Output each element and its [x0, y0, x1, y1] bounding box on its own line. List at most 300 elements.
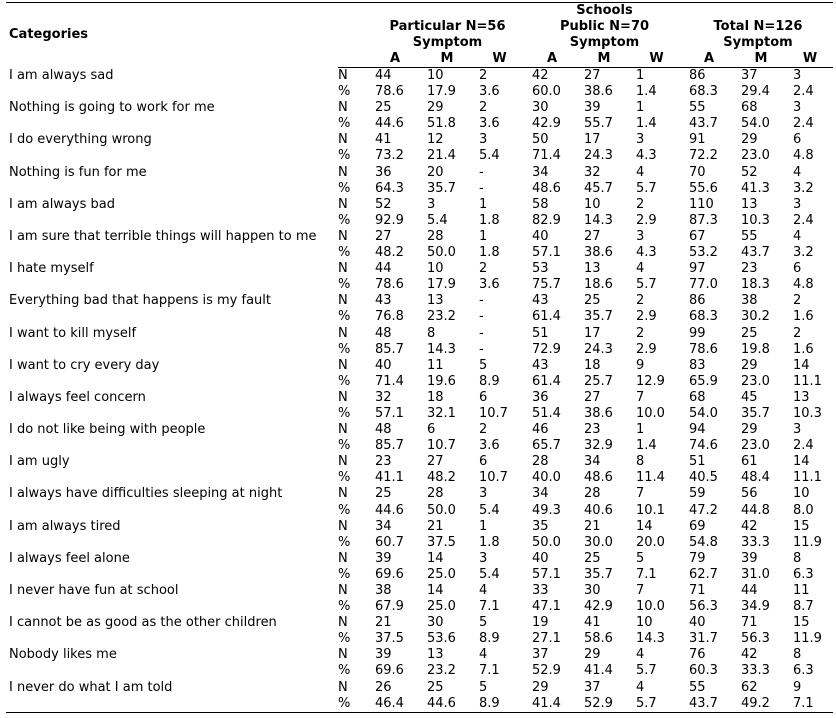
percent-cell: 2.9 — [636, 309, 657, 325]
count-cell: 1 — [636, 68, 645, 83]
unit-label: % — [338, 438, 351, 454]
count-cell: - — [479, 164, 484, 180]
count-cell: 30 — [584, 583, 601, 598]
count-cell: 45 — [741, 389, 758, 405]
count-cell: 38 — [375, 583, 392, 598]
percent-cell: 78.6 — [689, 341, 718, 357]
percent-cell: 44.8 — [741, 502, 770, 518]
category-label: I always feel concern — [9, 389, 146, 405]
percent-cell: 4.8 — [793, 148, 814, 164]
table-body — [6, 68, 833, 713]
count-cell: 17 — [584, 325, 601, 341]
col-header: A — [369, 51, 421, 68]
count-cell: 50 — [532, 132, 549, 148]
count-cell: 2 — [479, 68, 488, 83]
percent-cell: 51.4 — [532, 405, 561, 421]
table-row-count — [6, 68, 833, 85]
percent-cell: 8.7 — [793, 599, 814, 615]
table-row-percent — [6, 535, 833, 551]
count-cell: 8 — [793, 647, 802, 663]
count-cell: 51 — [532, 325, 549, 341]
percent-cell: 3.2 — [793, 180, 814, 196]
count-cell: 3 — [793, 422, 802, 438]
unit-label: N — [338, 486, 348, 502]
percent-cell: 8.9 — [479, 631, 500, 647]
percent-cell: 78.6 — [375, 277, 404, 293]
percent-cell: 7.1 — [479, 599, 500, 615]
percent-cell: 87.3 — [689, 212, 718, 228]
count-cell: 27 — [584, 228, 601, 244]
percent-cell: 24.3 — [584, 341, 613, 357]
percent-cell: 11.1 — [793, 470, 822, 486]
percent-cell: 43.7 — [741, 245, 770, 261]
percent-cell: 43.7 — [689, 116, 718, 132]
count-cell: 34 — [584, 454, 601, 470]
category-label: I am always bad — [9, 196, 115, 212]
table-row-percent — [6, 213, 833, 229]
col-header: M — [578, 51, 630, 68]
unit-label: % — [338, 116, 351, 132]
percent-cell: 23.2 — [427, 663, 456, 679]
percent-cell: - — [479, 309, 484, 325]
count-cell: 32 — [584, 164, 601, 180]
percent-cell: 5.7 — [636, 277, 657, 293]
percent-cell: 14.3 — [636, 631, 665, 647]
category-label: I always have difficulties sleeping at night — [9, 486, 283, 502]
percent-cell: 2.4 — [793, 438, 814, 454]
col-header: M — [735, 51, 787, 68]
count-cell: 39 — [584, 100, 601, 116]
count-cell: 29 — [741, 357, 758, 373]
table-row-percent — [6, 470, 833, 486]
percent-cell: 10.7 — [427, 438, 456, 454]
count-cell: 40 — [375, 357, 392, 373]
unit-label: N — [338, 196, 348, 212]
count-cell: 43 — [532, 357, 549, 373]
percent-cell: 41.4 — [584, 663, 613, 679]
unit-label: % — [338, 373, 351, 389]
count-cell: 13 — [793, 389, 810, 405]
percent-cell: - — [479, 341, 484, 357]
count-cell: 23 — [584, 422, 601, 438]
category-label: Nobody likes me — [9, 647, 117, 663]
percent-cell: 69.6 — [375, 566, 404, 582]
count-cell: 34 — [375, 518, 392, 534]
count-cell: 99 — [689, 325, 706, 341]
percent-cell: 1.6 — [793, 309, 814, 325]
percent-cell: 35.7 — [741, 405, 770, 421]
count-cell: 19 — [532, 615, 549, 631]
unit-label: N — [338, 164, 348, 180]
count-cell: 1 — [636, 422, 645, 438]
count-cell: 10 — [793, 486, 810, 502]
percent-cell: 31.0 — [741, 566, 770, 582]
count-cell: 3 — [793, 68, 802, 83]
count-cell: 4 — [793, 228, 802, 244]
count-cell: 48 — [375, 325, 392, 341]
count-cell: 5 — [479, 357, 488, 373]
percent-cell: 10.1 — [636, 502, 665, 518]
category-label: I am always tired — [9, 518, 121, 534]
count-cell: 28 — [584, 486, 601, 502]
table-row-count — [6, 229, 833, 245]
percent-cell: 50.0 — [427, 245, 456, 261]
percent-cell: 1.8 — [479, 534, 500, 550]
percent-cell: 31.7 — [689, 631, 718, 647]
unit-label: N — [338, 422, 348, 438]
unit-label: % — [338, 277, 351, 293]
count-cell: 46 — [532, 422, 549, 438]
count-cell: 25 — [741, 325, 758, 341]
count-cell: 32 — [375, 389, 392, 405]
category-label: I want to kill myself — [9, 325, 137, 341]
percent-cell: 35.7 — [427, 180, 456, 196]
percent-cell: 75.7 — [532, 277, 561, 293]
percent-cell: 10.0 — [636, 599, 665, 615]
count-cell: 68 — [689, 389, 706, 405]
table-row-count — [6, 390, 833, 406]
count-cell: 29 — [584, 647, 601, 663]
count-cell: 40 — [532, 550, 549, 566]
table-row-count — [6, 422, 833, 438]
count-cell: 3 — [479, 132, 488, 148]
percent-cell: 18.3 — [741, 277, 770, 293]
percent-cell: 30.2 — [741, 309, 770, 325]
unit-label: N — [338, 293, 348, 309]
count-cell: 3 — [479, 550, 488, 566]
percent-cell: 54.0 — [689, 405, 718, 421]
table-row-count — [6, 358, 833, 374]
unit-label: N — [338, 615, 348, 631]
percent-cell: 7.1 — [787, 696, 833, 713]
percent-cell: 23.0 — [741, 373, 770, 389]
unit-label: N — [338, 550, 348, 566]
table-row-percent — [6, 631, 833, 647]
percent-cell: 6.3 — [793, 566, 814, 582]
category-label: Everything bad that happens is my fault — [9, 293, 271, 309]
count-cell: 39 — [375, 647, 392, 663]
percent-cell: 38.6 — [584, 405, 613, 421]
percent-cell: 50.0 — [532, 534, 561, 550]
count-cell: 25 — [584, 550, 601, 566]
count-cell: 6 — [427, 422, 436, 438]
percent-cell: 35.7 — [584, 309, 613, 325]
category-label: I hate myself — [9, 261, 94, 277]
count-cell: 2 — [636, 325, 645, 341]
count-cell: 27 — [427, 454, 444, 470]
percent-cell: 61.4 — [532, 309, 561, 325]
table-row-count — [6, 647, 833, 663]
percent-cell: 52.9 — [532, 663, 561, 679]
count-cell: 76 — [689, 647, 706, 663]
count-cell: 61 — [741, 454, 758, 470]
count-cell: 53 — [532, 261, 549, 277]
percent-cell: 2.4 — [793, 116, 814, 132]
percent-cell: 29.4 — [741, 84, 770, 100]
percent-cell: 40.0 — [532, 470, 561, 486]
percent-cell: 7.1 — [636, 566, 657, 582]
percent-cell: 76.8 — [375, 309, 404, 325]
unit-label: N — [338, 647, 348, 663]
percent-cell: 23.0 — [741, 438, 770, 454]
count-cell: 39 — [741, 550, 758, 566]
count-cell: 21 — [427, 518, 444, 534]
table-row-count — [6, 519, 833, 535]
unit-label: % — [338, 84, 351, 100]
count-cell: 4 — [479, 583, 488, 598]
count-cell: 41 — [584, 615, 601, 631]
count-cell: 36 — [375, 164, 392, 180]
unit-label: % — [338, 696, 369, 713]
percent-cell: 10.3 — [741, 212, 770, 228]
percent-cell: 32.1 — [427, 405, 456, 421]
percent-cell: 3.6 — [479, 277, 500, 293]
count-cell: 9 — [636, 357, 645, 373]
table-row-percent — [6, 181, 833, 197]
percent-cell: 44.6 — [375, 502, 404, 518]
percent-cell: 5.4 — [479, 148, 500, 164]
count-cell: 27 — [375, 228, 392, 244]
unit-label: N — [338, 228, 348, 244]
percent-cell: 18.6 — [584, 277, 613, 293]
table-row-percent — [6, 374, 833, 390]
count-cell: 2 — [479, 261, 488, 277]
unit-label: N — [338, 261, 348, 277]
percent-cell: 35.7 — [584, 566, 613, 582]
count-cell: 2 — [636, 293, 645, 309]
count-cell: 20 — [427, 164, 444, 180]
count-cell: 4 — [636, 679, 645, 695]
percent-cell: 10.7 — [479, 470, 508, 486]
percent-cell: 54.8 — [689, 534, 718, 550]
percent-cell: 85.7 — [375, 341, 404, 357]
percent-cell: 14.3 — [584, 212, 613, 228]
count-cell: 37 — [532, 647, 549, 663]
percent-cell: 7.1 — [479, 663, 500, 679]
table-row-percent — [6, 438, 833, 454]
count-cell: 52 — [741, 164, 758, 180]
col-header: M — [421, 51, 473, 68]
count-cell: 55 — [741, 228, 758, 244]
percent-cell: 69.6 — [375, 663, 404, 679]
unit-label: N — [338, 357, 348, 373]
percent-cell: 25.0 — [427, 599, 456, 615]
table-row-percent — [6, 309, 833, 325]
count-cell: 110 — [689, 196, 714, 212]
count-cell: 4 — [479, 647, 488, 663]
percent-cell: 55.7 — [584, 116, 613, 132]
count-cell: 14 — [427, 550, 444, 566]
count-cell: 13 — [741, 196, 758, 212]
count-cell: 37 — [584, 679, 601, 695]
percent-cell: 42.9 — [584, 599, 613, 615]
count-cell: 30 — [532, 100, 549, 116]
percent-cell: 23.0 — [741, 148, 770, 164]
percent-cell: 4.8 — [793, 277, 814, 293]
unit-label: N — [338, 325, 348, 341]
percent-cell: 3.6 — [479, 84, 500, 100]
percent-cell: 72.9 — [532, 341, 561, 357]
table-row-count — [6, 680, 833, 696]
percent-cell: 1.6 — [793, 341, 814, 357]
table-row-count — [6, 486, 833, 502]
percent-cell: 6.3 — [793, 663, 814, 679]
count-cell: 91 — [689, 132, 706, 148]
percent-cell: 34.9 — [741, 599, 770, 615]
group-header — [369, 19, 526, 51]
percent-cell: 58.6 — [584, 631, 613, 647]
group-header — [526, 19, 683, 51]
count-cell: 2 — [479, 100, 488, 116]
percent-cell: 74.6 — [689, 438, 718, 454]
count-cell: 2 — [793, 325, 802, 341]
percent-cell: 11.4 — [636, 470, 665, 486]
count-cell: 10 — [427, 68, 444, 83]
percent-cell: 67.9 — [375, 599, 404, 615]
percent-cell: 50.0 — [427, 502, 456, 518]
category-label: I do not like being with people — [9, 422, 206, 438]
table-row-count — [6, 293, 833, 309]
count-cell: 11 — [793, 583, 810, 598]
count-cell: 8 — [427, 325, 436, 341]
count-cell: 13 — [427, 647, 444, 663]
percent-cell: 37.5 — [375, 631, 404, 647]
percent-cell: 11.9 — [793, 631, 822, 647]
count-cell: 35 — [532, 518, 549, 534]
count-cell: 33 — [532, 583, 549, 598]
count-cell: - — [479, 325, 484, 341]
percent-cell: 64.3 — [375, 180, 404, 196]
percent-cell: 53.2 — [689, 245, 718, 261]
percent-cell: 48.6 — [584, 470, 613, 486]
percent-cell: 49.3 — [532, 502, 561, 518]
percent-cell: 24.3 — [584, 148, 613, 164]
group-header — [683, 19, 833, 51]
percent-cell: 17.9 — [427, 84, 456, 100]
count-cell: 70 — [689, 164, 706, 180]
category-label: Nothing is fun for me — [9, 164, 147, 180]
count-cell: 36 — [532, 389, 549, 405]
percent-cell: 10.7 — [479, 405, 508, 421]
count-cell: 3 — [793, 196, 802, 212]
count-cell: 69 — [689, 518, 706, 534]
col-header: A — [526, 51, 578, 68]
percent-cell: 68.3 — [689, 84, 718, 100]
count-cell: 42 — [741, 518, 758, 534]
count-cell: 34 — [532, 486, 549, 502]
count-cell: 40 — [532, 228, 549, 244]
percent-cell: 57.1 — [532, 245, 561, 261]
count-cell: 68 — [741, 100, 758, 116]
category-label: I always feel alone — [9, 550, 130, 566]
unit-label: % — [338, 502, 351, 518]
percent-cell: 2.9 — [636, 212, 657, 228]
table-row-percent — [6, 503, 833, 519]
count-cell: 2 — [636, 196, 645, 212]
percent-cell: 37.5 — [427, 534, 456, 550]
count-cell: 71 — [741, 615, 758, 631]
table-row-percent — [6, 406, 833, 422]
percent-cell: 8.0 — [793, 502, 814, 518]
percent-cell: 4.3 — [636, 245, 657, 261]
count-cell: 42 — [532, 68, 549, 83]
count-cell: 62 — [741, 679, 758, 695]
count-cell: 3 — [427, 196, 436, 212]
table-row-count — [6, 100, 833, 116]
table-row-percent — [6, 663, 833, 679]
percent-cell: 5.7 — [636, 180, 657, 196]
percent-cell: 5.7 — [630, 696, 683, 713]
count-cell: 28 — [427, 486, 444, 502]
percent-cell: 47.2 — [689, 502, 718, 518]
percent-cell: 5.4 — [479, 502, 500, 518]
percent-cell: 5.7 — [636, 663, 657, 679]
unit-label: % — [338, 566, 351, 582]
table-row-count — [6, 197, 833, 213]
count-cell: 59 — [689, 486, 706, 502]
table-row-count — [6, 165, 833, 181]
unit-label: % — [338, 148, 351, 164]
percent-cell: 71.4 — [375, 373, 404, 389]
unit-label: % — [338, 405, 351, 421]
count-cell: 28 — [532, 454, 549, 470]
table-row-percent — [6, 84, 833, 100]
percent-cell: 20.0 — [636, 534, 665, 550]
unit-label: % — [338, 309, 351, 325]
percent-cell: 10.0 — [636, 405, 665, 421]
percent-cell: 62.7 — [689, 566, 718, 582]
percent-cell: 41.3 — [741, 180, 770, 196]
percent-cell: 19.8 — [741, 341, 770, 357]
percent-cell: 56.3 — [741, 631, 770, 647]
group-sub: Symptom — [412, 35, 483, 50]
count-cell: 29 — [741, 132, 758, 148]
count-cell: 56 — [741, 486, 758, 502]
percent-cell: 53.6 — [427, 631, 456, 647]
count-cell: 7 — [636, 389, 645, 405]
unit-label: N — [338, 389, 348, 405]
table-row-percent — [6, 277, 833, 293]
percent-cell: 68.3 — [689, 309, 718, 325]
count-cell: 6 — [793, 132, 802, 148]
count-cell: 9 — [793, 679, 802, 695]
percent-cell: 85.7 — [375, 438, 404, 454]
table-row-count — [6, 326, 833, 342]
col-header: W — [473, 51, 526, 68]
count-cell: 27 — [584, 389, 601, 405]
unit-label: N — [338, 583, 348, 598]
percent-cell: 47.1 — [532, 599, 561, 615]
count-cell: 79 — [689, 550, 706, 566]
count-cell: 4 — [793, 164, 802, 180]
percent-cell: 25.0 — [427, 566, 456, 582]
unit-label: % — [338, 631, 351, 647]
count-cell: 21 — [375, 615, 392, 631]
count-cell: 40 — [689, 615, 706, 631]
percent-cell: 46.4 — [369, 696, 421, 713]
percent-cell: 48.2 — [375, 245, 404, 261]
percent-cell: 43.7 — [683, 696, 735, 713]
count-cell: 17 — [584, 132, 601, 148]
count-cell: 44 — [741, 583, 758, 598]
count-cell: 5 — [479, 679, 488, 695]
percent-cell: 1.4 — [636, 438, 657, 454]
count-cell: 26 — [375, 679, 392, 695]
percent-cell: 71.4 — [532, 148, 561, 164]
group-name: Public N=70 — [559, 19, 650, 34]
table-row-count — [6, 551, 833, 567]
count-cell: 5 — [479, 615, 488, 631]
